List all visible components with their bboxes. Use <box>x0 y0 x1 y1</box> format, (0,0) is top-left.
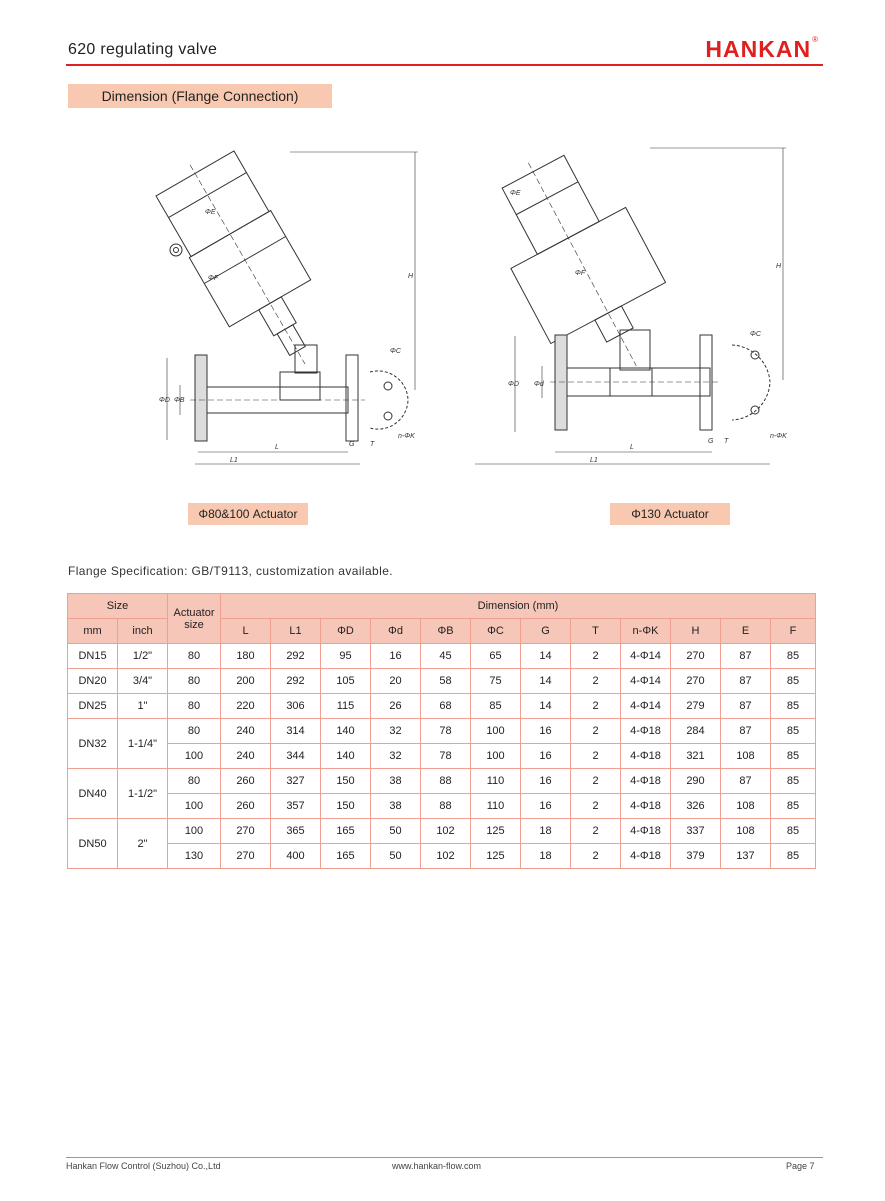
cell-value: 327 <box>271 769 321 794</box>
cell-value: 58 <box>421 669 471 694</box>
cell-value: 26 <box>371 694 421 719</box>
cell-value: 260 <box>221 794 271 819</box>
table-row <box>68 844 816 869</box>
cell-value: 400 <box>271 844 321 869</box>
cell-actuator: 100 <box>168 794 221 819</box>
table-row <box>68 794 816 819</box>
footer-page: Page 7 <box>786 1161 815 1171</box>
header-col: T <box>571 619 621 644</box>
svg-text:H: H <box>776 263 782 270</box>
header-col: L <box>221 619 271 644</box>
cell-value: 326 <box>671 794 721 819</box>
cell-value: 87 <box>721 644 771 669</box>
cell-value: 2 <box>571 719 621 744</box>
svg-text:T: T <box>370 441 375 448</box>
cell-value: 284 <box>671 719 721 744</box>
cell-value: 85 <box>771 669 816 694</box>
cell-value: 85 <box>771 844 816 869</box>
cell-value: 4-Φ18 <box>621 844 671 869</box>
cell-mm: DN20 <box>68 669 118 694</box>
cell-value: 16 <box>521 769 571 794</box>
cell-value: 165 <box>321 844 371 869</box>
svg-text:ΦE: ΦE <box>205 209 216 216</box>
brand-logo: HANKAN® <box>705 35 819 62</box>
cell-value: 4-Φ18 <box>621 819 671 844</box>
cell-value: 75 <box>471 669 521 694</box>
cell-inch: 2" <box>118 819 168 869</box>
header-dimension: Dimension (mm) <box>221 594 816 619</box>
svg-text:ΦC: ΦC <box>750 331 761 338</box>
cell-value: 102 <box>421 844 471 869</box>
cell-mm: DN40 <box>68 769 118 819</box>
cell-value: 2 <box>571 669 621 694</box>
svg-text:G: G <box>708 438 714 445</box>
cell-value: 110 <box>471 794 521 819</box>
cell-actuator: 80 <box>168 769 221 794</box>
cell-value: 16 <box>371 644 421 669</box>
table-row <box>68 819 816 844</box>
svg-text:H: H <box>408 273 414 280</box>
table-row <box>68 644 816 669</box>
svg-text:ΦD: ΦD <box>508 381 519 388</box>
cell-value: 2 <box>571 794 621 819</box>
svg-text:Φd: Φd <box>534 381 544 388</box>
cell-value: 14 <box>521 669 571 694</box>
header-mm: mm <box>68 619 118 644</box>
flange-note: Flange Specification: GB/T9113, customization available. <box>68 564 394 578</box>
cell-value: 14 <box>521 644 571 669</box>
header-col: ΦB <box>421 619 471 644</box>
cell-value: 165 <box>321 819 371 844</box>
cell-value: 95 <box>321 644 371 669</box>
cell-value: 88 <box>421 794 471 819</box>
section-title: Dimension (Flange Connection) <box>68 84 332 108</box>
cell-value: 78 <box>421 719 471 744</box>
svg-text:ΦF: ΦF <box>575 270 586 277</box>
cell-value: 270 <box>671 669 721 694</box>
cell-value: 2 <box>571 844 621 869</box>
cell-value: 16 <box>521 794 571 819</box>
cell-value: 100 <box>471 719 521 744</box>
cell-value: 87 <box>721 694 771 719</box>
svg-text:ΦC: ΦC <box>390 348 401 355</box>
svg-text:n-ΦK: n-ΦK <box>770 433 787 440</box>
header-size: Size <box>68 594 168 619</box>
cell-value: 38 <box>371 794 421 819</box>
cell-value: 105 <box>321 669 371 694</box>
cell-value: 240 <box>221 744 271 769</box>
cell-value: 87 <box>721 669 771 694</box>
cell-value: 45 <box>421 644 471 669</box>
cell-mm: DN50 <box>68 819 118 869</box>
cell-value: 38 <box>371 769 421 794</box>
cell-value: 270 <box>221 844 271 869</box>
header-col: F <box>771 619 816 644</box>
cell-value: 100 <box>471 744 521 769</box>
cell-value: 85 <box>771 644 816 669</box>
cell-value: 270 <box>671 644 721 669</box>
svg-text:G: G <box>349 441 355 448</box>
footer-website: www.hankan-flow.com <box>392 1161 482 1171</box>
cell-value: 4-Φ18 <box>621 794 671 819</box>
svg-text:ΦF: ΦF <box>208 275 219 282</box>
cell-value: 357 <box>271 794 321 819</box>
cell-value: 4-Φ18 <box>621 719 671 744</box>
cell-value: 50 <box>371 844 421 869</box>
cell-value: 240 <box>221 719 271 744</box>
cell-inch: 3/4" <box>118 669 168 694</box>
header-col: ΦC <box>471 619 521 644</box>
cell-value: 4-Φ14 <box>621 644 671 669</box>
cell-value: 321 <box>671 744 721 769</box>
cell-value: 78 <box>421 744 471 769</box>
svg-text:ΦB: ΦB <box>174 397 185 404</box>
cell-value: 2 <box>571 819 621 844</box>
cell-value: 108 <box>721 794 771 819</box>
footer-divider <box>66 1157 823 1158</box>
cell-value: 279 <box>671 694 721 719</box>
cell-value: 365 <box>271 819 321 844</box>
cell-value: 32 <box>371 719 421 744</box>
cell-value: 337 <box>671 819 721 844</box>
cell-value: 110 <box>471 769 521 794</box>
cell-value: 125 <box>471 819 521 844</box>
drawing-actuator-80-100 <box>150 140 430 480</box>
header-col: n-ΦK <box>621 619 671 644</box>
cell-actuator: 80 <box>168 644 221 669</box>
header-actuator: Actuator size <box>168 594 221 644</box>
footer-company: Hankan Flow Control (Suzhou) Co.,Ltd <box>66 1161 221 1171</box>
cell-actuator: 100 <box>168 744 221 769</box>
cell-value: 85 <box>771 819 816 844</box>
header-col: E <box>721 619 771 644</box>
cell-value: 85 <box>471 694 521 719</box>
svg-text:ΦE: ΦE <box>510 190 521 197</box>
cell-value: 14 <box>521 694 571 719</box>
cell-mm: DN25 <box>68 694 118 719</box>
svg-text:L1: L1 <box>230 457 238 464</box>
cell-value: 314 <box>271 719 321 744</box>
cell-value: 125 <box>471 844 521 869</box>
svg-text:T: T <box>724 438 729 445</box>
table-row <box>68 719 816 744</box>
cell-value: 137 <box>721 844 771 869</box>
right-caption: Φ130 Actuator <box>610 503 730 525</box>
table-row <box>68 769 816 794</box>
cell-value: 102 <box>421 819 471 844</box>
cell-value: 290 <box>671 769 721 794</box>
cell-value: 140 <box>321 719 371 744</box>
cell-value: 108 <box>721 819 771 844</box>
cell-value: 4-Φ14 <box>621 694 671 719</box>
cell-mm: DN32 <box>68 719 118 769</box>
cell-value: 87 <box>721 719 771 744</box>
cell-value: 68 <box>421 694 471 719</box>
cell-mm: DN15 <box>68 644 118 669</box>
cell-value: 260 <box>221 769 271 794</box>
cell-actuator: 80 <box>168 719 221 744</box>
cell-value: 2 <box>571 644 621 669</box>
cell-value: 292 <box>271 669 321 694</box>
svg-text:L: L <box>630 444 634 451</box>
cell-value: 85 <box>771 694 816 719</box>
cell-actuator: 80 <box>168 669 221 694</box>
cell-value: 88 <box>421 769 471 794</box>
cell-actuator: 130 <box>168 844 221 869</box>
header-col: G <box>521 619 571 644</box>
header-inch: inch <box>118 619 168 644</box>
svg-text:L1: L1 <box>590 457 598 464</box>
svg-text:ΦD: ΦD <box>159 397 170 404</box>
cell-actuator: 80 <box>168 694 221 719</box>
cell-value: 150 <box>321 794 371 819</box>
cell-value: 2 <box>571 769 621 794</box>
cell-value: 4-Φ18 <box>621 769 671 794</box>
cell-value: 306 <box>271 694 321 719</box>
cell-inch: 1" <box>118 694 168 719</box>
cell-inch: 1-1/4" <box>118 719 168 769</box>
cell-value: 150 <box>321 769 371 794</box>
cell-value: 379 <box>671 844 721 869</box>
svg-text:L: L <box>275 444 279 451</box>
cell-value: 4-Φ14 <box>621 669 671 694</box>
svg-text:n-ΦK: n-ΦK <box>398 433 415 440</box>
cell-value: 2 <box>571 694 621 719</box>
cell-value: 16 <box>521 719 571 744</box>
header-divider <box>66 64 823 66</box>
cell-value: 270 <box>221 819 271 844</box>
cell-value: 115 <box>321 694 371 719</box>
cell-value: 344 <box>271 744 321 769</box>
cell-value: 292 <box>271 644 321 669</box>
drawing-actuator-130 <box>470 140 800 480</box>
cell-value: 87 <box>721 769 771 794</box>
dimension-table <box>67 593 816 869</box>
cell-value: 18 <box>521 819 571 844</box>
cell-value: 65 <box>471 644 521 669</box>
header-col: L1 <box>271 619 321 644</box>
left-caption: Φ80&100 Actuator <box>188 503 308 525</box>
cell-actuator: 100 <box>168 819 221 844</box>
cell-value: 32 <box>371 744 421 769</box>
cell-value: 140 <box>321 744 371 769</box>
table-row <box>68 694 816 719</box>
cell-value: 18 <box>521 844 571 869</box>
cell-inch: 1-1/2" <box>118 769 168 819</box>
cell-value: 16 <box>521 744 571 769</box>
table-row <box>68 669 816 694</box>
cell-value: 108 <box>721 744 771 769</box>
cell-value: 50 <box>371 819 421 844</box>
page-title: 620 regulating valve <box>68 41 218 58</box>
header-col: Φd <box>371 619 421 644</box>
header-col: ΦD <box>321 619 371 644</box>
cell-value: 85 <box>771 769 816 794</box>
table-row <box>68 744 816 769</box>
cell-value: 85 <box>771 794 816 819</box>
cell-value: 85 <box>771 719 816 744</box>
cell-value: 200 <box>221 669 271 694</box>
cell-value: 85 <box>771 744 816 769</box>
cell-inch: 1/2" <box>118 644 168 669</box>
cell-value: 180 <box>221 644 271 669</box>
cell-value: 2 <box>571 744 621 769</box>
cell-value: 20 <box>371 669 421 694</box>
header-col: H <box>671 619 721 644</box>
cell-value: 220 <box>221 694 271 719</box>
cell-value: 4-Φ18 <box>621 744 671 769</box>
